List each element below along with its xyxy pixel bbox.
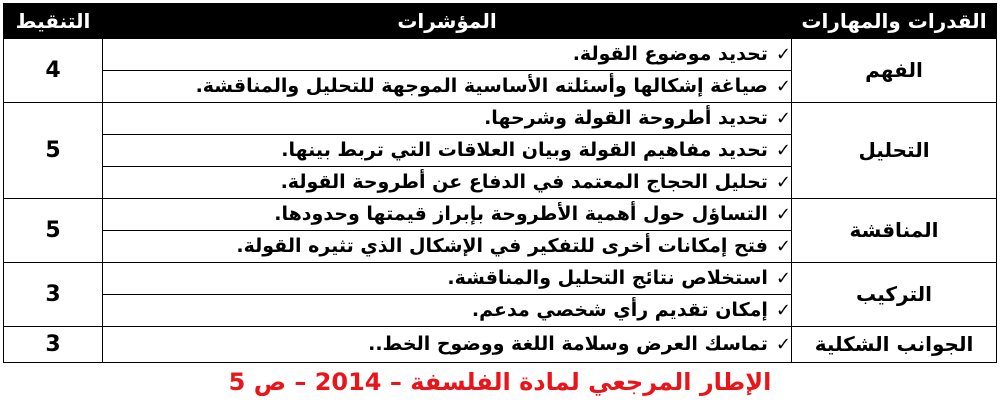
indicator-text: تحديد موضوع القولة.	[572, 43, 768, 66]
indicator-cell	[103, 294, 792, 326]
indicator-cell	[103, 166, 792, 198]
score-cell: 3	[4, 262, 103, 326]
check-icon: ✓	[775, 44, 791, 66]
header-skills: القدرات والمهارات	[792, 4, 997, 39]
indicator-text: صياغة إشكالها وأسئلته الأساسية الموجهة للتحليل والمناقشة.	[195, 75, 768, 98]
check-icon: ✓	[775, 300, 791, 322]
table-row	[4, 102, 997, 134]
check-icon: ✓	[775, 108, 791, 130]
table-row	[4, 326, 997, 362]
indicator-text: فتح إمكانات أخرى للتفكير في الإشكال الذي تثيره القولة.	[236, 235, 768, 258]
skill-cell: التركيب	[792, 262, 997, 326]
check-icon: ✓	[775, 204, 791, 226]
table-row	[4, 39, 997, 71]
check-icon: ✓	[775, 334, 791, 356]
check-icon: ✓	[775, 140, 791, 162]
skill-cell: المناقشة	[792, 198, 997, 262]
skill-cell: الفهم	[792, 39, 997, 103]
indicator-text: استخلاص نتائج التحليل والمناقشة.	[447, 267, 768, 290]
indicator-cell	[103, 326, 792, 362]
table-row	[4, 262, 997, 294]
indicator-text: التساؤل حول أهمية الأطروحة بإبراز قيمتها وحدودها.	[274, 203, 768, 226]
reference-caption: الإطار المرجعي لمادة الفلسفة – 2014 – ص 5	[228, 368, 772, 396]
skill-cell: الجوانب الشكلية	[792, 326, 997, 362]
indicator-text: تحليل الحجاج المعتمد في الدفاع عن أطروحة القولة.	[280, 171, 768, 194]
indicator-cell	[103, 230, 792, 262]
indicator-cell	[103, 262, 792, 294]
indicator-text: تحديد أطروحة القولة وشرحها.	[484, 107, 768, 130]
score-cell: 3	[4, 326, 103, 362]
header-indicators: المؤشرات	[103, 4, 792, 39]
score-cell: 5	[4, 198, 103, 262]
score-cell: 4	[4, 39, 103, 103]
indicator-cell	[103, 102, 792, 134]
header-score: التنقيط	[4, 4, 103, 39]
indicator-cell	[103, 198, 792, 230]
check-icon: ✓	[775, 172, 791, 194]
evaluation-rubric-table	[3, 3, 997, 363]
indicator-cell	[103, 134, 792, 166]
score-cell: 5	[4, 102, 103, 198]
indicator-text: تماسك العرض وسلامة اللغة ووضوح الخط..	[368, 333, 768, 356]
skill-cell: التحليل	[792, 102, 997, 198]
indicator-cell	[103, 39, 792, 71]
table-header-row	[4, 4, 997, 39]
indicator-text: تحديد مفاهيم القولة وبيان العلاقات التي تربط بينها.	[281, 139, 768, 162]
indicator-text: إمكان تقديم رأي شخصي مدعم.	[471, 299, 768, 322]
table-row	[4, 198, 997, 230]
check-icon: ✓	[775, 268, 791, 290]
indicator-cell	[103, 70, 792, 102]
check-icon: ✓	[775, 236, 791, 258]
check-icon: ✓	[775, 76, 791, 98]
